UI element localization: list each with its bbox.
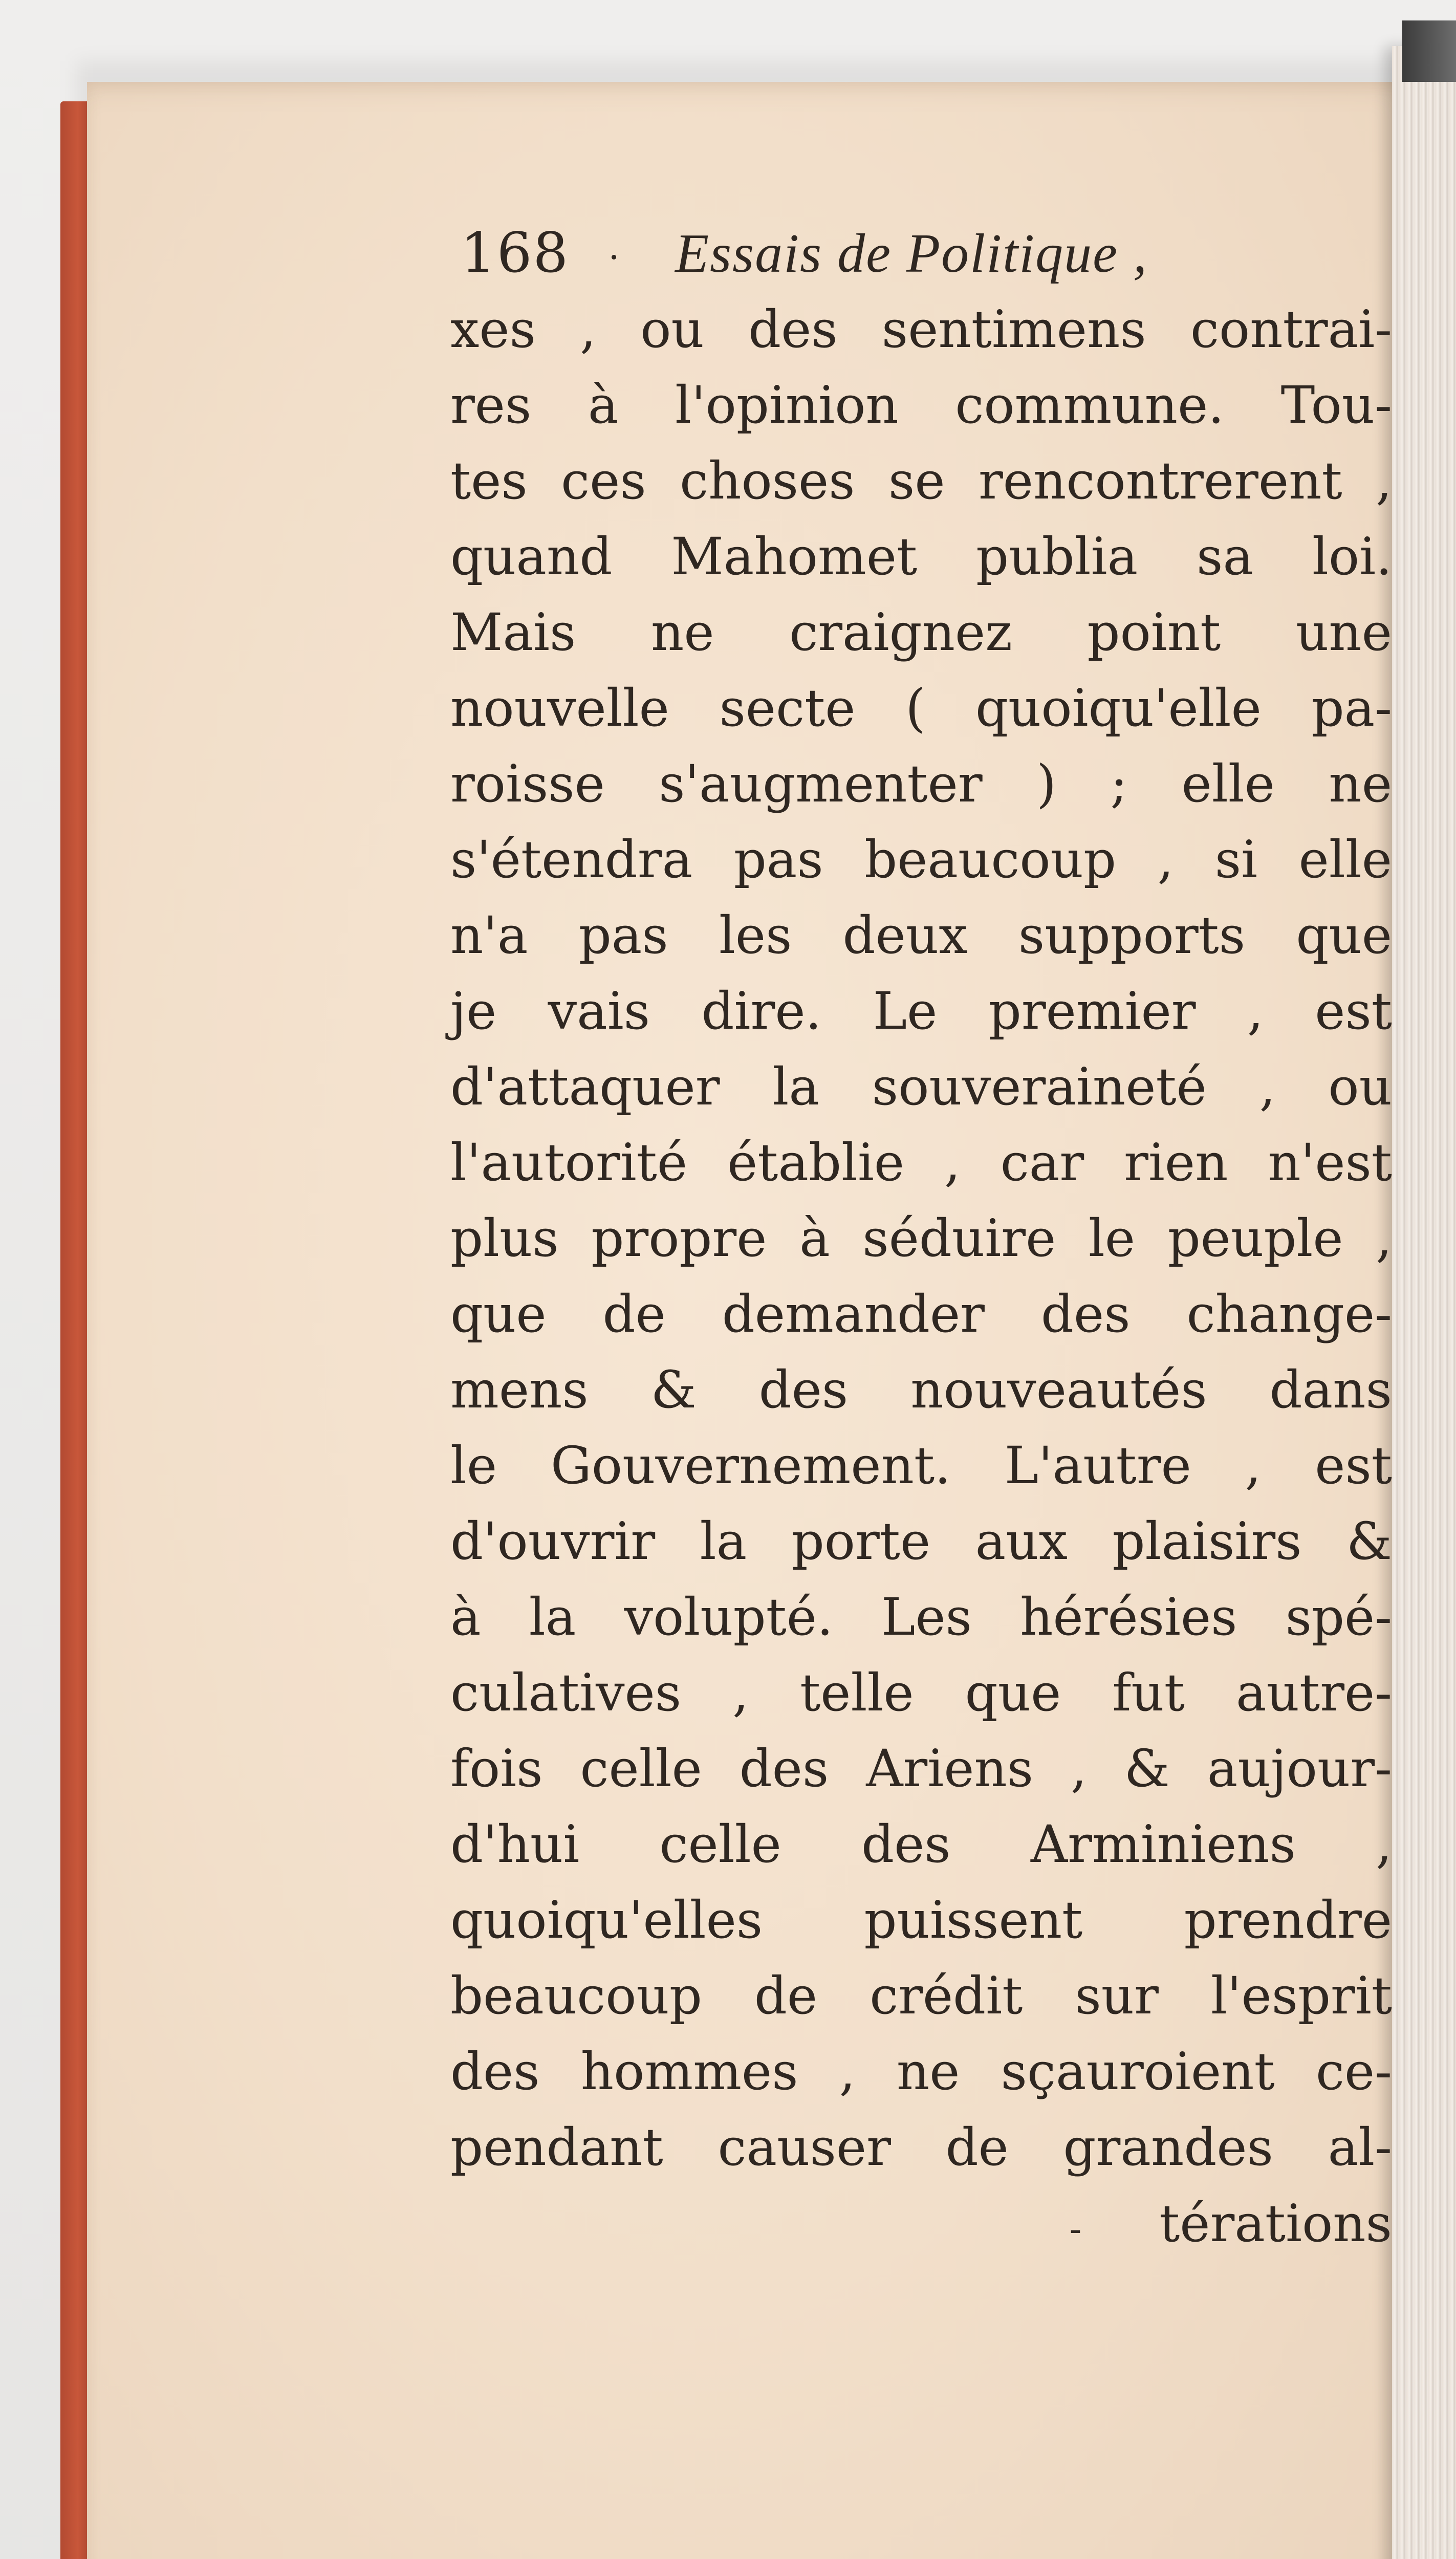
text-line: mens & des nouveautés dans bbox=[450, 1360, 1392, 1420]
text-line: tes ces choses se rencontrerent , bbox=[450, 451, 1392, 511]
text-line: beaucoup de crédit sur l'esprit bbox=[450, 1966, 1392, 2026]
header-separator: · bbox=[608, 236, 621, 278]
text-line: d'ouvrir la porte aux plaisirs & bbox=[450, 1511, 1392, 1571]
text-line: je vais dire. Le premier , est bbox=[450, 981, 1392, 1041]
text-line: plus propre à séduire le peuple , bbox=[450, 1208, 1392, 1268]
text-line: n'a pas les deux supports que bbox=[450, 905, 1392, 965]
catchword-dash: - bbox=[1069, 2208, 1082, 2250]
text-line: le Gouvernement. L'autre , est bbox=[450, 1436, 1392, 1495]
text-line: xes , ou des sentimens contrai- bbox=[450, 299, 1392, 359]
text-line: s'étendra pas beaucoup , si elle bbox=[450, 830, 1392, 890]
text-line: nouvelle secte ( quoiqu'elle pa- bbox=[450, 678, 1392, 738]
text-line: quand Mahomet publia sa loi. bbox=[450, 527, 1392, 587]
running-title: Essais de Politique , bbox=[675, 223, 1148, 284]
printed-text-block bbox=[450, 215, 1402, 2262]
text-line: quoiqu'elles puissent prendre bbox=[450, 1890, 1392, 1950]
body-text bbox=[450, 292, 1402, 2185]
text-line: culatives , telle que fut autre- bbox=[450, 1663, 1392, 1723]
text-line: d'attaquer la souveraineté , ou bbox=[450, 1057, 1392, 1117]
text-line: des hommes , ne sçauroient ce- bbox=[450, 2042, 1392, 2101]
text-line: fois celle des Ariens , & aujour- bbox=[450, 1739, 1392, 1798]
text-line: roisse s'augmenter ) ; elle ne bbox=[450, 754, 1392, 814]
page-number: 168 bbox=[461, 221, 570, 285]
catchword-line bbox=[450, 2185, 1392, 2262]
text-line: que de demander des change- bbox=[450, 1284, 1392, 1344]
text-line: d'hui celle des Arminiens , bbox=[450, 1814, 1392, 1874]
text-line: pendant causer de grandes al- bbox=[450, 2117, 1392, 2177]
running-header bbox=[450, 215, 1402, 292]
text-line: res à l'opinion commune. Tou- bbox=[450, 375, 1392, 435]
dark-corner bbox=[1402, 20, 1456, 82]
catchword: térations bbox=[1159, 2194, 1392, 2253]
text-line: l'autorité établie , car rien n'est bbox=[450, 1133, 1392, 1192]
text-line: à la volupté. Les hérésies spé- bbox=[450, 1587, 1392, 1647]
text-line: Mais ne craignez point une bbox=[450, 602, 1392, 662]
